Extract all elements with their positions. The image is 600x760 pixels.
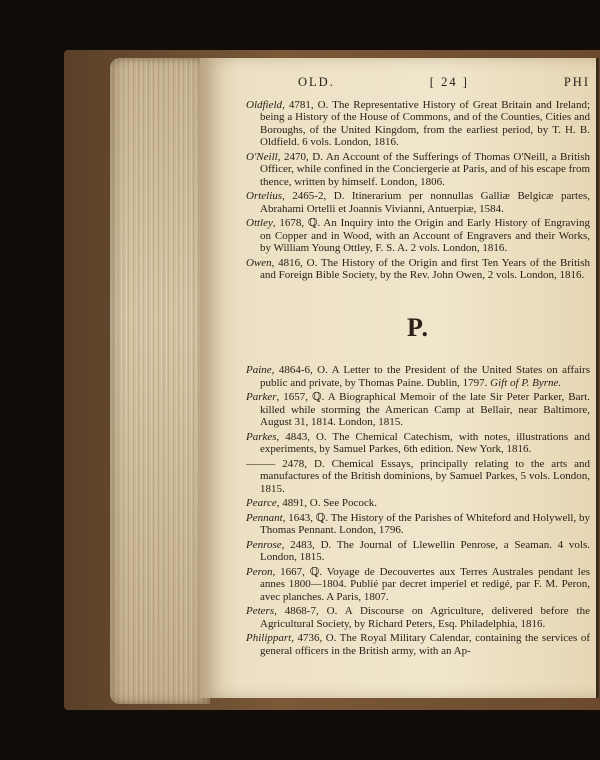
- section-letter: P.: [407, 312, 429, 342]
- entry-author: Pearce: [246, 497, 277, 509]
- entry-author: Parkes: [246, 430, 277, 443]
- entry-author: Owen: [246, 256, 272, 269]
- catalog-entry: [246, 364, 590, 389]
- entry-author: Pennant: [246, 511, 283, 524]
- entry-author: O'Neill: [246, 150, 278, 163]
- page-number: [ 24 ]: [429, 75, 469, 89]
- entry-author: Penrose: [246, 538, 282, 551]
- catalog-entry: [246, 190, 590, 215]
- catalog-entry: [246, 257, 590, 282]
- entry-text: , 1657, ℚ. A Biographical Memoir of the late Sir Peter Parker, Bart. killed while storming the American Camp at Bellair, near Baltimore, August 31, 1814. London, 1815.: [260, 391, 590, 428]
- running-head-left: OLD.: [298, 75, 335, 89]
- entry-author: ———: [246, 457, 276, 470]
- running-head: [246, 76, 590, 89]
- entry-author: Peron: [246, 565, 273, 578]
- entry-text: , 4868-7, O. A Discourse on Agriculture, delivered before the Agricultural Society, by Richard Peters, Esq. Philadelphia, 1816.: [260, 605, 590, 630]
- entry-author: Ottley: [246, 217, 273, 229]
- catalog-entry: [246, 391, 590, 429]
- entry-text: 2478, D. Chemical Essays, principally relating to the arts and manufactures of the British dominions, by Samuel Parkes, 5 vols. London, 1815.: [260, 457, 590, 495]
- entry-text: , 4891, O. See Pocock.: [276, 497, 377, 509]
- entry-gift-note: Gift of P. Byrne.: [490, 376, 562, 389]
- entry-text: , 1667, ℚ. Voyage de Decouvertes aux Terres Australes pendant les annes 1800—1804. Publié par decret imperiel et redigé, par F. M. Peron, avec planches. A Paris, 1807.: [260, 565, 590, 603]
- catalog-entry: [246, 605, 590, 630]
- entry-text: , 1678, ℚ. An Inquiry into the Origin and Early History of Engraving on Copper and in Wood, with an Account of Engravers and their Works, by William Young Ottley, F. S. A. 2 vols. London, 1816.: [260, 217, 590, 254]
- catalog-entry: [246, 431, 590, 456]
- catalog-entry: [246, 566, 590, 604]
- catalog-entry: [246, 458, 590, 496]
- entries-p-section: [246, 364, 590, 657]
- entry-text: , 2470, D. An Account of the Sufferings of Thomas O'Neill, a British Officer, while confined in the Conciergerie at Paris, and of his escape from thence, written by himself. London, 1806.: [260, 150, 590, 188]
- entry-author: Peters: [246, 605, 275, 617]
- entry-text: , 4864-6, O. A Letter to the President of the United States on affairs public and private, by Thomas Paine. Dublin, 1797.: [260, 364, 590, 389]
- running-head-right: PHI: [563, 75, 590, 89]
- entry-text: , 2483, D. The Journal of Llewellin Penrose, a Seaman. 4 vols. London, 1815.: [260, 538, 590, 563]
- catalog-entry: [246, 512, 590, 537]
- page-text: [246, 76, 590, 659]
- entry-text: , 4781, O. The Representative History of Great Britain and Ireland; being a History of the House of Commons, and of the Counties, Cities and Boroughs, of the United Kingdom, from the earliest period, by T. H. B. Oldfield. 6 vols. London, 1816.: [260, 98, 590, 148]
- entry-text: , 2465-2, D. Itinerarium per nonnullas Galliæ Belgicæ partes, Abrahami Ortelli et Joannis Vivianni, Antuerpiæ, 1584.: [260, 190, 590, 215]
- catalog-entry: [246, 497, 590, 510]
- entry-author: Oldfield: [246, 98, 283, 111]
- entry-author: Philippart: [246, 632, 292, 644]
- entry-author: Parker: [246, 391, 277, 403]
- entries-o-section: [246, 99, 590, 282]
- book-page: [200, 58, 599, 698]
- catalog-entry: [246, 217, 590, 255]
- entry-text: , 4816, O. The History of the Origin and first Ten Years of the British and Foreign Bible Society, by the Rev. John Owen, 2 vols. London, 1816.: [260, 256, 590, 281]
- page-edges-shade: [110, 58, 210, 704]
- catalog-entry: [246, 539, 590, 564]
- catalog-entry: [246, 151, 590, 189]
- entry-author: Paine: [246, 364, 272, 376]
- catalog-entry: [246, 99, 590, 149]
- entry-text: , 4736, O. The Royal Military Calendar, containing the services of general officers in the British army, with an Ap-: [260, 632, 590, 657]
- entry-text: , 4843, O. The Chemical Catechism, with notes, illustrations and experiments, by Samuel Parkes, 6th edition. New York, 1816.: [260, 430, 590, 455]
- catalog-entry: [246, 632, 590, 657]
- entry-author: Ortelius: [246, 190, 283, 202]
- entry-text: , 1643, ℚ. The History of the Parishes of Whiteford and Holywell, by Thomas Pennant. London, 1796.: [260, 511, 590, 536]
